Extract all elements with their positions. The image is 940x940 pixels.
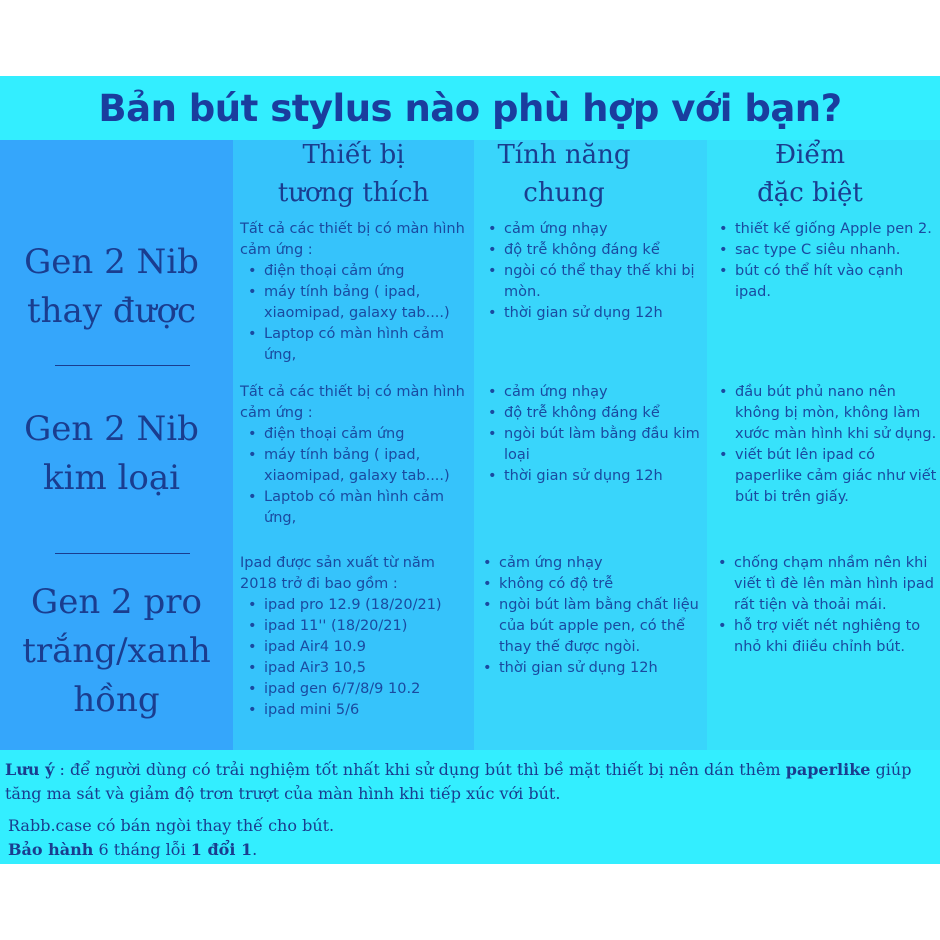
list-item: • thời gian sử dụng 12h xyxy=(480,466,704,487)
row1-compat: Tất cả các thiết bị có màn hình cảm ứng : • điện thoại cảm ứng • máy tính bảng ( ipad, xiaomipad, galaxy tab....) • Laptop có màn hình cảm ứng, xyxy=(240,219,472,366)
list-item: • không có độ trễ xyxy=(475,574,704,595)
header-features: Tính năng chung xyxy=(497,140,631,208)
list-item: • chống chạm nhầm nên khi viết tì đè lên màn hình ipad rất tiện và thoải mái. xyxy=(710,553,938,616)
list-item: • độ trễ không đáng kể xyxy=(480,240,702,261)
list-item: • Laptop có màn hình cảm ứng, xyxy=(240,324,472,366)
comparison-card xyxy=(0,76,940,864)
usage-note: Lưu ý : để người dùng có trải nghiệm tốt nhất khi sử dụng bút thì bề mặt thiết bị nên dán thêm paperlike giúp tăng ma sát và giảm độ trơn trượt của màn hình khi tiếp xúc với bút. xyxy=(5,760,912,803)
list-item: • cảm ứng nhạy xyxy=(475,553,704,574)
row-label-gen2-nib-metal: Gen 2 Nib kim loại xyxy=(24,409,199,498)
list-item: • cảm ứng nhạy xyxy=(480,219,702,240)
row-separator xyxy=(55,553,190,554)
row1-features xyxy=(480,219,702,324)
row2-features xyxy=(480,382,704,487)
footer-note: Rabb.case có bán ngòi thay thế cho bút. Bảo hành 6 tháng lỗi 1 đổi 1. xyxy=(8,816,335,859)
row2-compat: Tất cả các thiết bị có màn hình cảm ứng : • điện thoại cảm ứng • máy tính bảng ( ipad, xiaomipad, galaxy tab....) • Laptob có màn hình cảm ứng, xyxy=(240,382,472,529)
list-item: • ipad 11'' (18/20/21) xyxy=(240,616,472,637)
list-item: • cảm ứng nhạy xyxy=(480,382,704,403)
row3-special xyxy=(710,553,938,658)
page-title: Bản bút stylus nào phù hợp với bạn? xyxy=(98,86,842,130)
list-item: • ipad mini 5/6 xyxy=(240,700,472,721)
list-item: • ngòi bút làm bằng chất liệu của bút apple pen, có thể thay thế được ngòi. xyxy=(475,595,704,658)
row-label-gen2-pro: Gen 2 pro trắng/xanh hồng xyxy=(22,582,211,720)
header-compat: Thiết bị tương thích xyxy=(277,140,430,208)
row-label-gen2-nib: Gen 2 Nib thay được xyxy=(24,242,199,331)
list-item: • điện thoại cảm ứng xyxy=(240,424,472,445)
list-item: • viết bút lên ipad có paperlike cảm giác như viết bút bi trên giấy. xyxy=(711,445,937,508)
row3-features xyxy=(475,553,704,679)
list-item: • ipad gen 6/7/8/9 10.2 xyxy=(240,679,472,700)
header-special: Điểm đặc biệt xyxy=(757,140,863,208)
row1-special xyxy=(711,219,937,303)
list-item: • thiết kế giống Apple pen 2. xyxy=(711,219,937,240)
row3-compat: Ipad được sản xuất từ năm 2018 trở đi bao gồm : • ipad pro 12.9 (18/20/21) • ipad 11'' (18/20/21) • ipad Air4 10.9 • ipad Air3 10,5 • ipad gen 6/7/8/9 10.2 • ipad mini 5/6 xyxy=(240,553,472,721)
list-item: • ngòi bút làm bằng đầu kim loại xyxy=(480,424,704,466)
list-item: • máy tính bảng ( ipad, xiaomipad, galaxy tab....) xyxy=(240,282,472,324)
list-item: • ipad Air4 10.9 xyxy=(240,637,472,658)
list-item: • độ trễ không đáng kể xyxy=(480,403,704,424)
list-item: • thời gian sử dụng 12h xyxy=(480,303,702,324)
row-separator xyxy=(55,365,190,366)
list-item: • máy tính bảng ( ipad, xiaomipad, galaxy tab....) xyxy=(240,445,472,487)
list-item: • ngòi có thể thay thế khi bị mòn. xyxy=(480,261,702,303)
row2-special xyxy=(711,382,937,508)
list-item: • Laptob có màn hình cảm ứng, xyxy=(240,487,472,529)
list-item: • hỗ trợ viết nét nghiêng to nhỏ khi điiều chỉnh bút. xyxy=(710,616,938,658)
list-item: • thời gian sử dụng 12h xyxy=(475,658,704,679)
list-item: • ipad Air3 10,5 xyxy=(240,658,472,679)
list-item: • điện thoại cảm ứng xyxy=(240,261,472,282)
list-item: • sac type C siêu nhanh. xyxy=(711,240,937,261)
list-item: • bút có thể hít vào cạnh ipad. xyxy=(711,261,937,303)
list-item: • đầu bút phủ nano nên không bị mòn, không làm xước màn hình khi sử dụng. xyxy=(711,382,937,445)
list-item: • ipad pro 12.9 (18/20/21) xyxy=(240,595,472,616)
